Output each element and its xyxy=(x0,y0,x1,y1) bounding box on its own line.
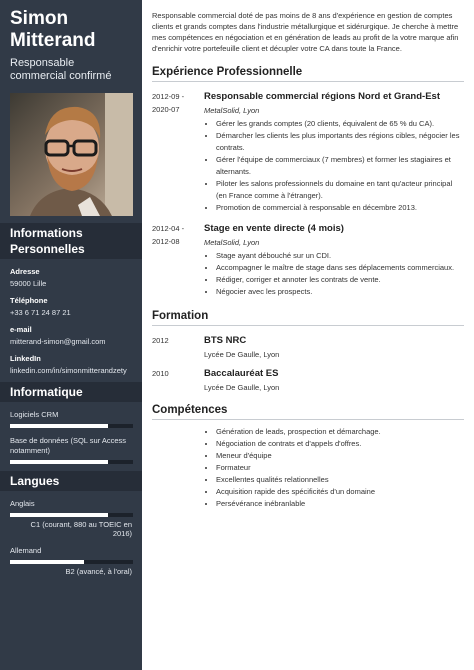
info-value-email: mitterand-simon@gmail.com xyxy=(10,337,106,346)
experience-entry xyxy=(152,222,464,298)
experience-heading: Expérience Professionnelle xyxy=(152,66,464,82)
it-skill-bar-fill xyxy=(10,460,108,464)
bullet-item: • Accompagner le maître de stage dans ses déplacements commerciaux. xyxy=(216,262,464,274)
degree-title: BTS NRC xyxy=(204,335,247,346)
entry-date: 2010 xyxy=(152,369,169,378)
entry-body xyxy=(204,334,464,359)
competence-item: • Génération de leads, prospection et démarchage. xyxy=(216,426,464,438)
bullet-item: • Négocier avec les prospects. xyxy=(216,286,464,298)
job-title: Stage en vente directe (4 mois) xyxy=(204,223,344,234)
it-skill-bar-fill xyxy=(10,424,108,428)
entry-date xyxy=(152,222,204,298)
bullet-item: • Démarcher les clients les plus importants des régions cibles, négocier les contrats. xyxy=(216,130,464,154)
bullet-item: • Rédiger, corriger et annoter les contrats de vente. xyxy=(216,274,464,286)
profile-photo xyxy=(10,93,133,216)
lang-heading: Langues xyxy=(0,471,142,491)
bullet-item: • Gérer les grands comptes (20 clients, équivalent de 65 % du CA). xyxy=(216,118,464,130)
entry-body xyxy=(204,367,464,392)
name-block xyxy=(0,0,142,83)
bullet-item: • Promotion de commercial à responsable en décembre 2013. xyxy=(216,202,464,214)
competence-item: • Négociation de contrats et d'appels d'offres. xyxy=(216,438,464,450)
bullet-list xyxy=(204,118,464,214)
language-bar xyxy=(10,560,133,564)
entry-date xyxy=(152,90,204,214)
bullet-item: • Stage ayant débouché sur un CDI. xyxy=(216,250,464,262)
it-heading: Informatique xyxy=(0,382,142,402)
language-level: C1 (courant, 880 au TOEIC en 2016) xyxy=(30,520,132,538)
competence-item: • Formateur xyxy=(216,462,464,474)
date-start: 2012-09 - xyxy=(152,92,185,101)
it-skill-label: Base de données (SQL sur Access notamment) xyxy=(10,436,127,455)
language-label: Allemand xyxy=(10,546,42,555)
competence-item: • Persévérance inébranlable xyxy=(216,498,464,510)
competence-item: • Excellentes qualités relationnelles xyxy=(216,474,464,486)
info-value-address: 59000 Lille xyxy=(10,279,47,288)
language-bar xyxy=(10,513,133,517)
degree-title: Baccalauréat ES xyxy=(204,368,279,379)
formation-entry xyxy=(152,334,464,359)
competence-item: • Acquisition rapide des spécificités d'un domaine xyxy=(216,486,464,498)
info-label-linkedin: LinkedIn xyxy=(10,354,41,363)
profile-summary: Responsable commercial doté de pas moins de 8 ans d'expérience en gestion de comptes clients et grands comptes dans l'industrie métallurgique et sidérurgique. Je cherche à mettre mes compétences en négociation et en génération de leads au profit de la votre marque afin d'enrichir votre portefeuille client et décupler votre CA dans toute la France. xyxy=(152,11,459,53)
info-value-linkedin: linkedin.com/in/simonmitterandzety xyxy=(10,366,127,375)
language-bar-fill xyxy=(10,513,108,517)
it-skill-bar xyxy=(10,424,133,428)
competences-heading: Compétences xyxy=(152,404,464,420)
competence-item: • Meneur d'équipe xyxy=(216,450,464,462)
language-bar-fill xyxy=(10,560,84,564)
job-title: Responsable commercial régions Nord et Grand-Est xyxy=(204,91,440,102)
bullet-item: • Gérer l'équipe de commerciaux (7 membres) et former les stagiaires et alternants. xyxy=(216,154,464,178)
school: Lycée De Gaulle, Lyon xyxy=(204,350,280,359)
profile-photo-image xyxy=(10,93,133,216)
info-value-phone: +33 6 71 24 87 21 xyxy=(10,308,71,317)
school: Lycée De Gaulle, Lyon xyxy=(204,383,280,392)
date-end: 2012-08 xyxy=(152,237,180,246)
info-label-address: Adresse xyxy=(10,267,40,276)
company: MetalSolid, Lyon xyxy=(204,106,260,115)
info-label-phone: Téléphone xyxy=(10,296,48,305)
info-heading: Informations Personnelles xyxy=(0,223,142,259)
entry-body xyxy=(204,90,464,214)
formation-entry xyxy=(152,367,464,392)
language-label: Anglais xyxy=(10,499,35,508)
entry-body xyxy=(204,222,464,298)
bullet-item: • Piloter les salons professionnels du domaine en tant qu'acteur principal (en France comme à l'étranger). xyxy=(216,178,464,202)
experience-entry xyxy=(152,90,464,214)
main-content xyxy=(142,0,474,670)
info-label-email: e-mail xyxy=(10,325,32,334)
it-skill-label: Logiciels CRM xyxy=(10,410,59,419)
date-start: 2012-04 - xyxy=(152,224,185,233)
info-list xyxy=(0,267,142,375)
sidebar xyxy=(0,0,142,670)
candidate-name: Simon Mitterand xyxy=(10,8,96,51)
company: MetalSolid, Lyon xyxy=(204,238,260,247)
it-skill-bar xyxy=(10,460,133,464)
language-level: B2 (avancé, à l'oral) xyxy=(65,567,132,576)
formation-heading: Formation xyxy=(152,310,464,326)
date-end: 2020-07 xyxy=(152,105,180,114)
competences-list xyxy=(204,426,464,510)
bullet-list xyxy=(204,250,464,298)
candidate-title: Responsable commercial confirmé xyxy=(10,57,112,82)
entry-date: 2012 xyxy=(152,336,169,345)
